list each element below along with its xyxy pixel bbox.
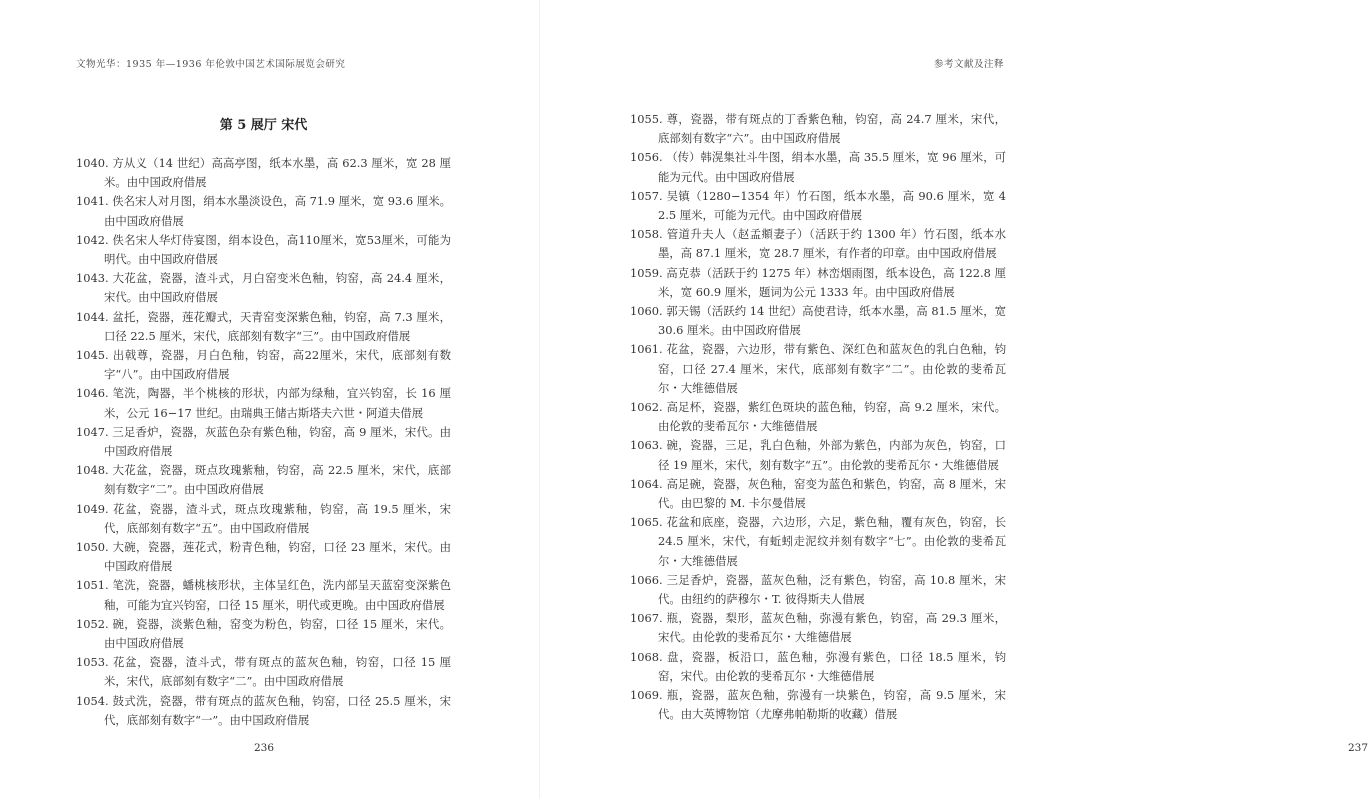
catalog-entry: 1052. 碗，瓷器，淡紫色釉，窑变为粉色，钧窑，口径 15 厘米，宋代。由中国政府借展 [76,616,451,651]
catalog-entry: 1063. 碗，瓷器，三足，乳白色釉，外部为紫色，内部为灰色，钧窑，口径 19 厘米，宋代，刻有数字“五”。由伦敦的斐希瓦尔・大维德借展 [630,438,1006,472]
catalog-entry: 1042. 佚名宋人华灯侍宴图，绢本设色，高110厘米，宽53厘米，可能为明代。由中国政府借展 [76,232,451,267]
catalog-entry: 1055. 尊，瓷器，带有斑点的丁香紫色釉，钧窑，高 24.7 厘米，宋代，底部刻有数字“六”。由中国政府借展 [630,112,1006,146]
right-running-head: 参考文献及注释 [933,59,1004,70]
catalog-entry: 1046. 笔洗，陶器，半个桃核的形状，内部为绿釉，宜兴钧窑，长 16 厘米，公元 16−17 世纪。由瑞典王储古斯塔夫六世・阿道夫借展 [76,386,451,420]
catalog-entry: 1047. 三足香炉，瓷器，灰蓝色杂有紫色釉，钧窑，高 9 厘米，宋代。由中国政府借展 [76,424,451,459]
left-page-number: 236 [254,742,275,754]
catalog-entry: 1044. 盆托，瓷器，莲花瓣式，天青窑变深紫色釉，钧窑，高 7.3 厘米，口径 22.5 厘米，宋代，底部刻有数字“三”。由中国政府借展 [76,309,451,343]
catalog-entry: 1065. 花盆和底座，瓷器，六边形，六足，紫色釉，覆有灰色，钧窑，长 24.5 厘米，宋代，有蚯蚓走泥纹并刻有数字“七”。由伦敦的斐希瓦尔・大维德借展 [630,515,1006,568]
catalog-entry: 1051. 笔洗，瓷器，蟠桃核形状，主体呈红色，洗内部呈天蓝窑变深紫色釉，可能为宜兴钧窑，口径 15 厘米，明代或更晚。由中国政府借展 [76,578,451,612]
catalog-entry: 1045. 出戟尊，瓷器，月白色釉，钧窑，高22厘米，宋代，底部刻有数字“八”。由中国政府借展 [76,348,451,382]
catalog-entry: 1068. 盘，瓷器，板沿口，蓝色釉，弥漫有紫色，口径 18.5 厘米，钧窑，宋代。由伦敦的斐希瓦尔・大维德借展 [630,649,1006,683]
catalog-entry: 1061. 花盆，瓷器，六边形，带有紫色、深红色和蓝灰色的乳白色釉，钧窑，口径 27.4 厘米，宋代，底部刻有数字“二”。由伦敦的斐希瓦尔・大维德借展 [630,342,1006,395]
catalog-entry: 1048. 大花盆，瓷器，斑点玫瑰紫釉，钧窑，高 22.5 厘米，宋代，底部刻有数字“二”。由中国政府借展 [76,463,451,497]
catalog-entry: 1041. 佚名宋人对月图，绢本水墨淡设色，高 71.9 厘米，宽 93.6 厘米。由中国政府借展 [76,194,451,228]
catalog-entry: 1059. 高克恭（活跃于约 1275 年）林峦烟雨图，纸本设色，高 122.8 厘米，宽 60.9 厘米，题词为公元 1333 年。由中国政府借展 [630,265,1006,299]
catalog-entry: 1067. 瓶，瓷器，梨形，蓝灰色釉，弥漫有紫色，钧窑，高 29.3 厘米，宋代。由伦敦的斐希瓦尔・大维德借展 [630,611,1006,645]
left-page [0,0,540,798]
catalog-entry: 1056. （传）韩滉集社斗牛图，绢本水墨，高 35.5 厘米，宽 96 厘米，可能为元代。由中国政府借展 [630,150,1006,184]
catalog-entry: 1043. 大花盆，瓷器，渣斗式，月白窑变米色釉，钧窑，高 24.4 厘米，宋代。由中国政府借展 [76,271,451,305]
section-title: 第 5 展厅 宋代 [219,118,308,133]
left-entry-list [76,154,451,730]
catalog-entry: 1040. 方从义（14 世纪）高高亭图，纸本水墨，高 62.3 厘米，宽 28 厘米。由中国政府借展 [76,156,451,190]
catalog-entry: 1069. 瓶，瓷器，蓝灰色釉，弥漫有一块紫色，钧窑，高 9.5 厘米，宋代。由大英博物馆（尤摩弗帕勒斯的收藏）借展 [630,688,1006,722]
catalog-entry: 1062. 高足杯，瓷器，紫红色斑块的蓝色釉，钧窑，高 9.2 厘米，宋代。由伦敦的斐希瓦尔・大维德借展 [630,400,1006,434]
catalog-entry: 1058. 管道升夫人（赵孟頫妻子）（活跃于约 1300 年）竹石图，纸本水墨，高 87.1 厘米，宽 28.7 厘米，有作者的印章。由中国政府借展 [630,227,1006,261]
catalog-entry: 1060. 郭天锡（活跃约 14 世纪）高使君诗，纸本水墨，高 81.5 厘米，宽 30.6 厘米。由中国政府借展 [630,304,1006,338]
catalog-entry: 1054. 鼓式洗，瓷器，带有斑点的蓝灰色釉，钧窑，口径 25.5 厘米，宋代，底部刻有数字“一”。由中国政府借展 [76,693,451,727]
catalog-entry: 1066. 三足香炉，瓷器，蓝灰色釉，泛有紫色，钧窑，高 10.8 厘米，宋代。由纽约的萨穆尔・T. 彼得斯夫人借展 [630,572,1006,607]
catalog-entry: 1064. 高足碗，瓷器，灰色釉，窑变为蓝色和紫色，钧窑，高 8 厘米，宋代。由巴黎的 M. 卡尔曼借展 [630,476,1006,511]
right-entry-list [630,110,1006,725]
catalog-entry: 1057. 吴镇（1280−1354 年）竹石图，纸本水墨，高 90.6 厘米，宽 42.5 厘米，可能为元代。由中国政府借展 [630,188,1006,223]
right-page-number: 237 [1348,742,1368,754]
catalog-entry: 1053. 花盆，瓷器，渣斗式，带有斑点的蓝灰色釉，钧窑，口径 15 厘米，宋代，底部刻有数字“二”。由中国政府借展 [76,655,451,689]
catalog-entry: 1050. 大碗，瓷器，莲花式，粉青色釉，钧窑，口径 23 厘米，宋代。由中国政府借展 [76,540,451,574]
catalog-entry: 1049. 花盆，瓷器，渣斗式，斑点玫瑰紫釉，钧窑，高 19.5 厘米，宋代，底部刻有数字“五”。由中国政府借展 [76,501,451,535]
left-running-head: 文物光华：1935 年—1936 年伦敦中国艺术国际展览会研究 [76,59,346,70]
